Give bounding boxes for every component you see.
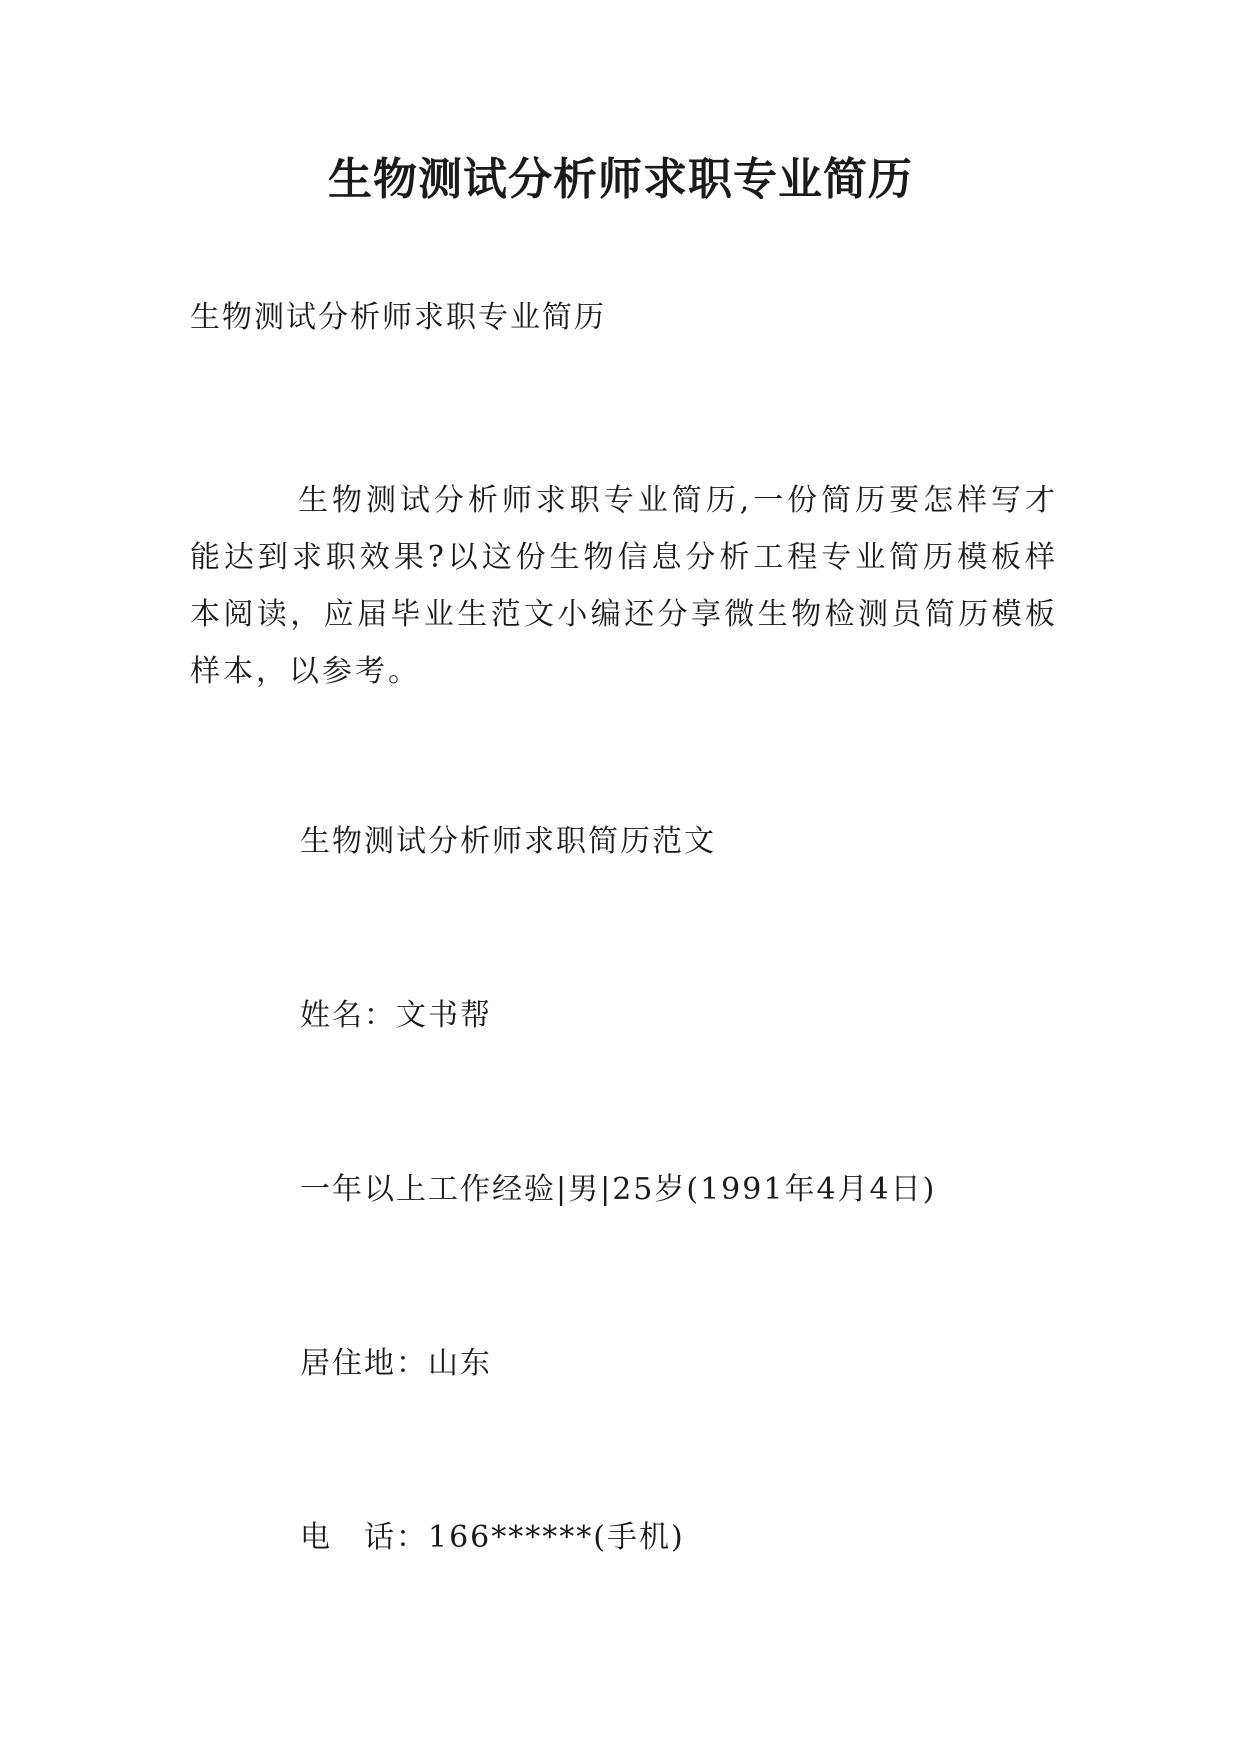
document-subtitle: 生物测试分析师求职专业简历: [190, 300, 606, 335]
phone-field: 电 话：166******(手机): [300, 1520, 685, 1555]
name-field: 姓名：文书帮: [300, 998, 492, 1033]
sample-heading: 生物测试分析师求职简历范文: [300, 824, 716, 859]
experience-gender-age: 一年以上工作经验|男|25岁(1991年4月4日): [300, 1172, 937, 1207]
intro-paragraph: 生物测试分析师求职专业简历,一份简历要怎样写才能达到求职效果?以这份生物信息分析工程专业简历模板样本阅读，应届毕业生范文小编还分享微生物检测员简历模板样本，以参考。: [190, 483, 1058, 689]
document-title: 生物测试分析师求职专业简历: [328, 154, 913, 205]
residence-field: 居住地：山东: [300, 1346, 492, 1381]
